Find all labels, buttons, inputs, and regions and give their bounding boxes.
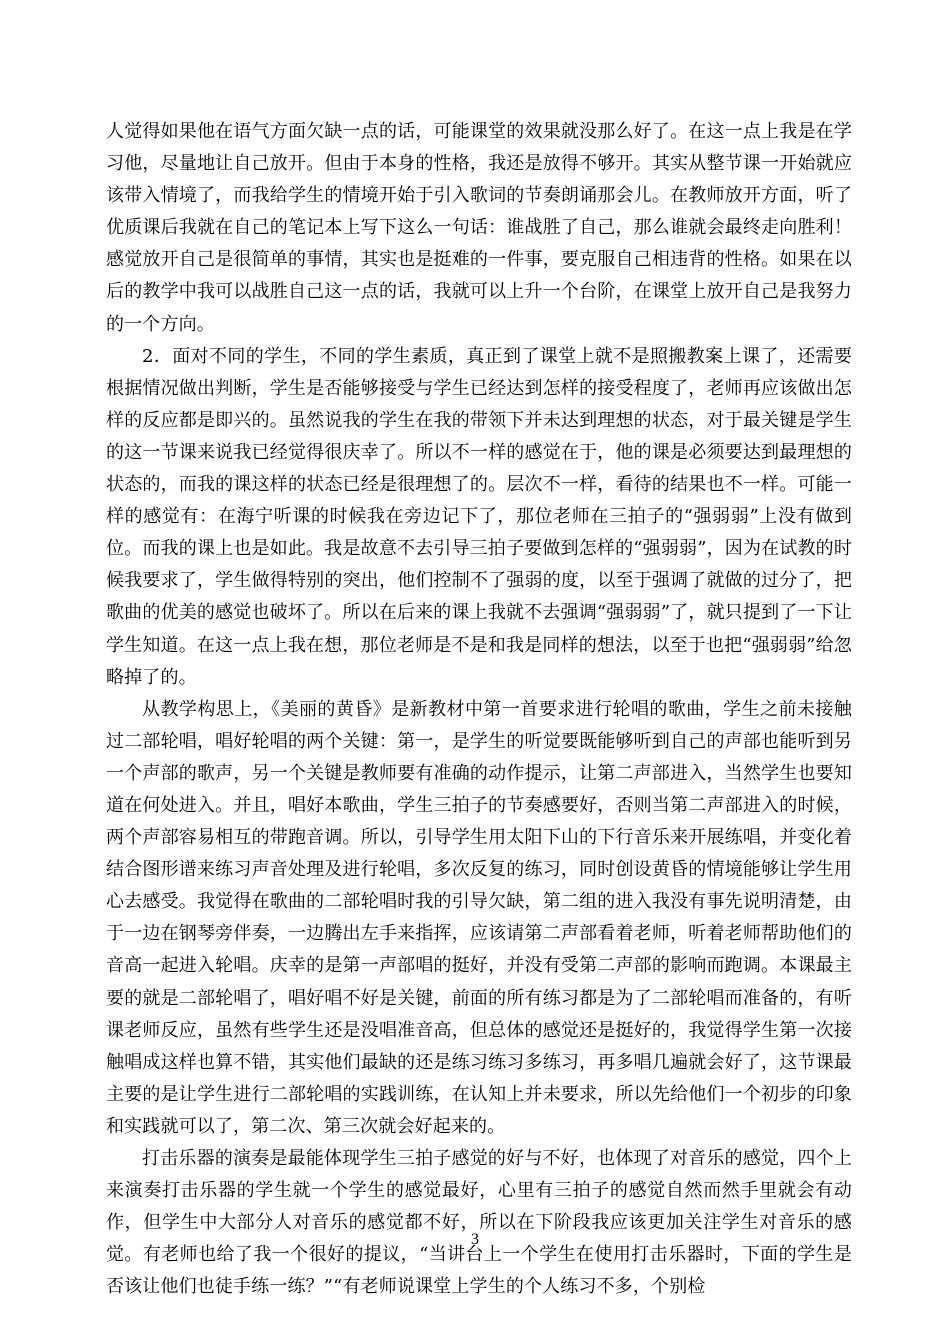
page-number: 3 <box>471 1231 479 1248</box>
paragraph-3: 从教学构思上，《美丽的黄昏》是新教材中第一首要求进行轮唱的歌曲，学生之前未接触过二部轮唱，唱好轮唱的两个关键：第一，是学生的听觉要既能够听到自己的声部也能听到另一个声部的歌声，另一个关键是教师要有准确的动作提示，让第二声部进入，当然学生也要知道在何处进入。并且，唱好本歌曲，学生三拍子的节奏感要好，否则当第二声部进入的时候，两个声部容易相互的带跑音调。所以，引导学生用太阳下山的下行音乐来开展练唱，并变化着结合图形谱来练习声音处理及进行轮唱，多次反复的练习，同时创设黄昏的情境能够让学生用心去感受。我觉得在歌曲的二部轮唱时我的引导欠缺，第二组的进入我没有事先说明清楚，由于一边在钢琴旁伴奏，一边腾出左手来指挥，应该请第二声部看着老师，听着老师帮助他们的音高一起进入轮唱。庆幸的是第一声部唱的挺好，并没有受第二声部的影响而跑调。本课最主要的就是二部轮唱了，唱好唱不好是关键，前面的所有练习都是为了二部轮唱而准备的，有听课老师反应，虽然有些学生还是没唱准音高，但总体的感觉还是挺好的，我觉得学生第一次接触唱成这样也算不错，其实他们最缺的还是练习练习多练习，再多唱几遍就会好了，这节课最主要的是让学生进行二部轮唱的实践训练，在认知上并未要求，所以先给他们一个初步的印象和实践就可以了，第二次、第三次就会好起来的。 <box>106 698 852 1137</box>
paragraph-2: 2．面对不同的学生，不同的学生素质，真正到了课堂上就不是照搬教案上课了，还需要根据情况做出判断，学生是否能够接受与学生已经达到怎样的接受程度了，老师再应该做出怎样的反应都是即兴的。虽然说我的学生在我的带领下并未达到理想的状态，对于最关键是学生的这一节课来说我已经觉得很庆幸了。所以不一样的感觉在于，他的课是必须要达到最理想的状态的，而我的课这样的状态已经是很理想了的。层次不一样，看待的结果也不一样。可能一样的感觉有：在海宁听课的时候我在旁边记下了，那位老师在三拍子的“强弱弱”上没有做到位。而我的课上也是如此。我是故意不去引导三拍子要做到怎样的“强弱弱”，因为在试教的时候我要求了，学生做得特别的突出，他们控制不了强弱的度，以至于强调了就做的过分了，把歌曲的优美的感觉也破坏了。所以在后来的课上我就不去强调“强弱弱”了，就只提到了一下让学生知道。在这一点上我在想，那位老师是不是和我是同样的想法，以至于也把“强弱弱”给忽略掉了的。 <box>106 345 852 688</box>
document-body <box>106 116 852 1303</box>
paragraph-continuation: 人觉得如果他在语气方面欠缺一点的话，可能课堂的效果就没那么好了。在这一点上我是在学习他，尽量地让自己放开。但由于本身的性格，我还是放得不够开。其实从整节课一开始就应该带入情境了，而我给学生的情境开始于引入歌词的节奏朗诵那会儿。在教师放开方面，听了优质课后我就在自己的笔记本上写下这么一句话：谁战胜了自己，那么谁就会最终走向胜利！感觉放开自己是很简单的事情，其实也是挺难的一件事，要克服自己相违背的性格。如果在以后的教学中我可以战胜自己这一点的话，我就可以上升一个台阶，在课堂上放开自己是我努力的一个方向。 <box>106 121 852 335</box>
paragraph-4: 打击乐器的演奏是最能体现学生三拍子感觉的好与不好，也体现了对音乐的感觉，四个上来演奏打击乐器的学生就一个学生的感觉最好，心里有三拍子的感觉自然而然手里就会有动作，但学生中大部分人对音乐的感觉都不好，所以在下阶段我应该更加关注学生对音乐的感觉。有老师也给了我一个很好的提议，“当讲台上一个学生在使用打击乐器时，下面的学生是否该让他们也徒手练一练？”“有老师说课堂上学生的个人练习不多，个别检 <box>106 1148 852 1298</box>
